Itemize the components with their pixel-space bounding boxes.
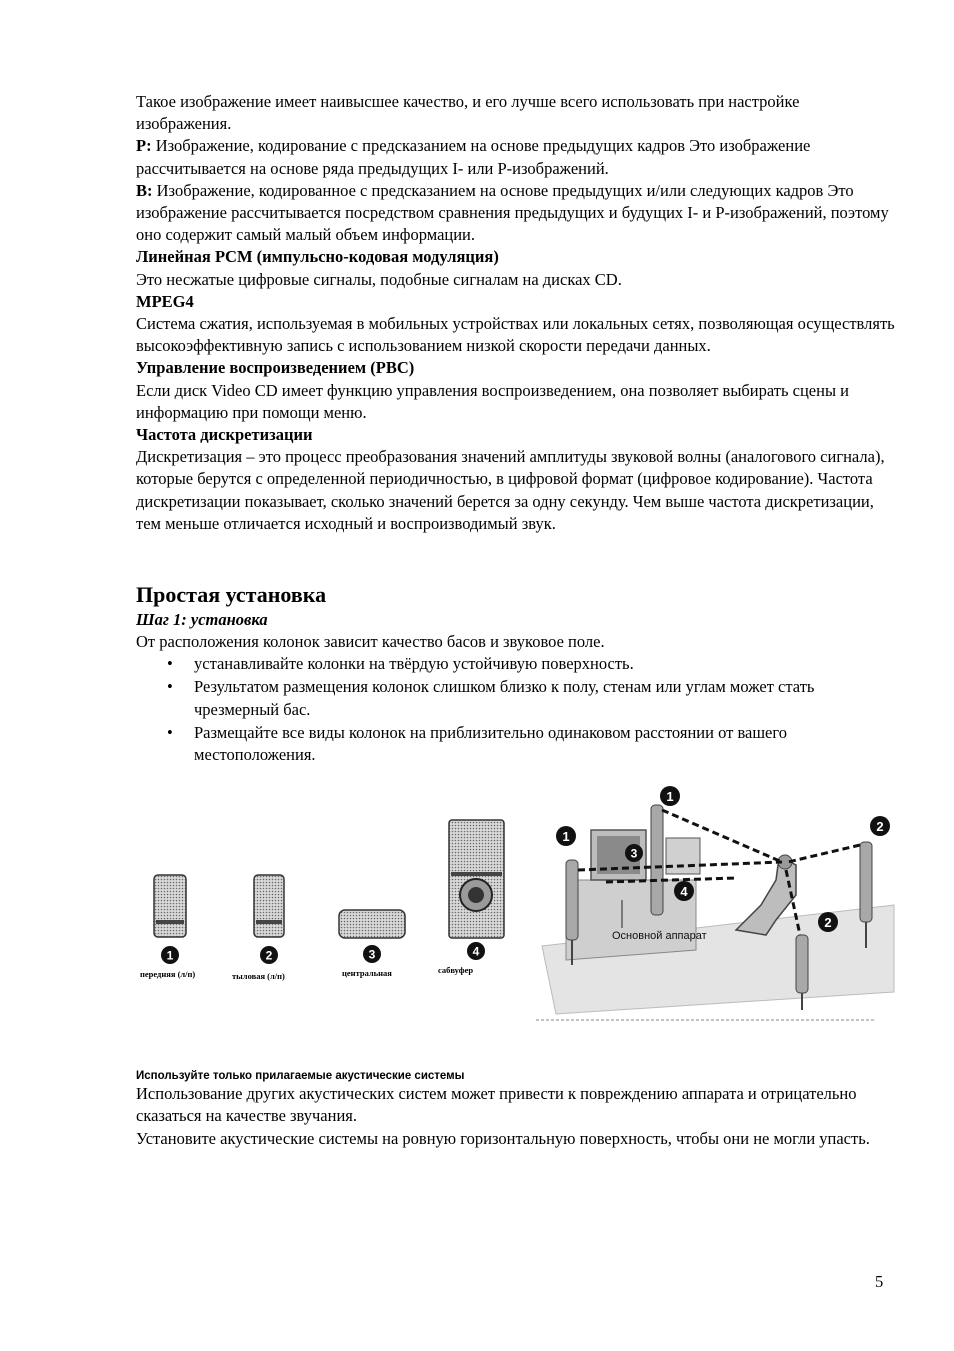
speaker-illustration [136,770,896,1023]
list-item: • устанавливайте колонки на твёрдую устойчивую поверхность. [136,653,896,675]
label-front: передняя (л/п) [140,969,196,980]
setup-bullet-list [136,653,896,766]
bullet-icon: • [167,722,173,742]
room-marker-1 [660,786,680,806]
bullet-icon: • [167,677,173,697]
term-mpeg4: MPEG4 [136,291,194,311]
svg-text:4: 4 [472,944,480,959]
room-marker-4 [674,881,694,901]
page-content [136,91,896,1150]
note-paragraph: Установите акустические системы на ровную горизонтальную поверхность, чтобы они не могли упасть. [136,1128,870,1148]
svg-text:1: 1 [562,829,570,845]
center-speaker-icon [339,910,405,938]
speaker-number-4 [467,942,485,960]
definition-mpeg4: Система сжатия, используемая в мобильных устройствах или локальных сетях, позволяющая осуществлять высокоэффективную запись с использованием низкой скорости передачи данных. [136,314,895,356]
list-item: • Размещайте все виды колонок на приблизительно одинаковом расстоянии от вашего местоположения. [167,722,787,765]
svg-text:3: 3 [368,947,376,962]
room-layout-diagram [536,786,894,1020]
definition-sampling: Дискретизация – это процесс преобразования значений амплитуды звуковой волны (аналогового сигнала), которые берутся с определенной периодичностью, в цифровой формат (цифровое кодирование). Частота дискретизации показывает, сколько значений берется за одну секунду. Чем выше частота дискретизации, тем меньше отличается исходный и воспроизводимый звук. [136,447,885,533]
note-paragraph: Использование других акустических систем может привести к повреждению аппарата и отрицательно сказаться на качестве звучания. [136,1084,857,1126]
section-intro: От расположения колонок зависит качество басов и звуковое поле. [136,632,605,652]
svg-text:1: 1 [666,789,674,805]
term-lpcm: Линейная PCM (импульсно-кодовая модуляция) [136,247,499,267]
speaker-figure [136,770,896,1023]
svg-text:1: 1 [166,948,174,963]
speaker-number-1 [161,946,179,964]
note-heading: Используйте только прилагаемые акустические системы [136,1070,465,1083]
room-marker-3 [625,844,643,862]
speaker-number-2 [260,946,278,964]
definition-lpcm: Это несжатые цифровые сигналы, подобные сигналам на дисках CD. [136,269,622,289]
term-pbc: Управление воспроизведением (PBC) [136,358,415,378]
bullet-icon: • [167,654,173,674]
svg-text:4: 4 [680,884,688,900]
label-rear: тыловая (л/п) [232,971,285,982]
svg-text:3: 3 [630,846,638,861]
paragraph-p-frame: P: Изображение, кодирование с предсказанием на основе предыдущих кадров Это изображение рассчитывается на основе ряда предыдущих I- или P-изображений. [136,136,811,178]
rear-speaker-icon [254,875,284,937]
definition-pbc: Если диск Video CD имеет функцию управления воспроизведением, она позволяет выбирать сцены и информацию при помощи меню. [136,380,849,422]
room-marker-2 [870,816,890,836]
page-number: 5 [875,1272,884,1291]
section-title: Простая установка [136,582,327,608]
subwoofer-icon [449,820,504,938]
paragraph-b-frame: B: Изображение, кодированное с предсказанием на основе предыдущих и/или следующих кадров Это изображение рассчитывается посредством сравнения предыдущих и будущих I- и P-изображений, поэтому оно содержит самый малый объем информации. [136,180,889,245]
list-item: • Результатом размещения колонок слишком близко к полу, стенам или углам может стать чрезмерный бас. [167,677,815,719]
step-heading: Шаг 1: установка [136,610,268,630]
svg-text:2: 2 [824,915,832,931]
label-center: центральная [342,968,392,979]
main-unit-label: Основной аппарат [612,930,707,943]
svg-text:2: 2 [265,948,273,963]
svg-text:2: 2 [876,819,884,835]
paragraph-intro: Такое изображение имеет наивысшее качество, и его лучше всего использовать при настройке изображения. [136,92,800,134]
front-speaker-icon [154,875,186,937]
speaker-number-3 [363,945,381,963]
room-marker-1 [556,826,576,846]
room-marker-2 [818,912,838,932]
label-subwoofer: сабвуфер [438,965,474,976]
term-sampling: Частота дискретизации [136,425,313,445]
